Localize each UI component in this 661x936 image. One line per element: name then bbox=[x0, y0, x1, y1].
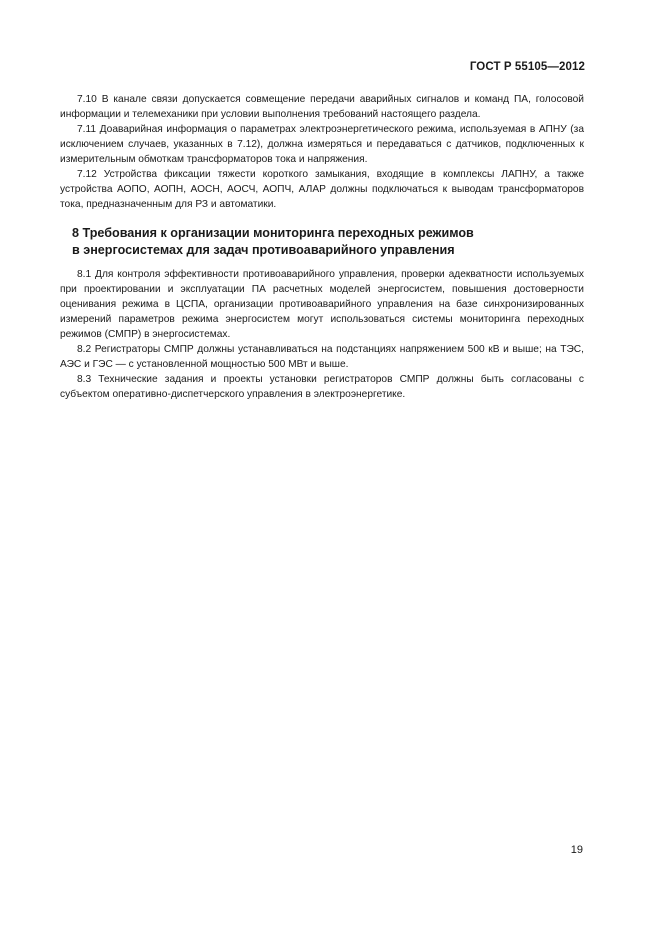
paragraph-7-10: 7.10 В канале связи допускается совмещение передачи аварийных сигналов и команд ПА, голосовой информации и телемеханики при условии выполнения требований настоящего раздела. bbox=[60, 94, 584, 120]
paragraph-8-1: 8.1 Для контроля эффективности противоаварийного управления, проверки адекватности используемых при проектировании и эксплуатации ПА расчетных моделей энергосистем, повышения достоверности оценивания режима в ЦСПА, организации противоаварийного управления на базе синхронизированных измерений параметров режима энергосистем могут использоваться системы мониторинга переходных режимов (СМПР) в энергосистемах. bbox=[60, 269, 584, 340]
page-number: 19 bbox=[570, 844, 583, 856]
document-standard-id: ГОСТ Р 55105—2012 bbox=[469, 61, 585, 73]
paragraph-8-2: 8.2 Регистраторы СМПР должны устанавливаться на подстанциях напряжением 500 кВ и выше; на ТЭС, АЭС и ГЭС — с установленной мощностью 500 МВт и выше. bbox=[60, 344, 584, 370]
section-8-title bbox=[60, 225, 584, 259]
page-content bbox=[60, 92, 584, 402]
paragraph-7-11: 7.11 Доаварийная информация о параметрах электроэнергетического режима, используемая в АПНУ (за исключением случаев, указанных в 7.12), должна измеряться и передаваться с датчиков, подключенных к измерительным обмоткам трансформаторов тока и напряжения. bbox=[60, 124, 584, 165]
section-8-title-line1: 8 Требования к организации мониторинга переходных режимов bbox=[72, 226, 474, 240]
paragraph-7-12: 7.12 Устройства фиксации тяжести короткого замыкания, входящие в комплексы ЛАПНУ, а также устройства АОПО, АОПН, АОСН, АОСЧ, АОПЧ, АЛАР должны подключаться к выводам трансформаторов тока, предназначенным для РЗ и автоматики. bbox=[60, 169, 584, 210]
paragraph-8-3: 8.3 Технические задания и проекты установки регистраторов СМПР должны быть согласованы с субъектом оперативно-диспетчерского управления в электроэнергетике. bbox=[60, 374, 584, 400]
section-8-title-line2: в энергосистемах для задач противоаварийного управления bbox=[72, 243, 455, 257]
